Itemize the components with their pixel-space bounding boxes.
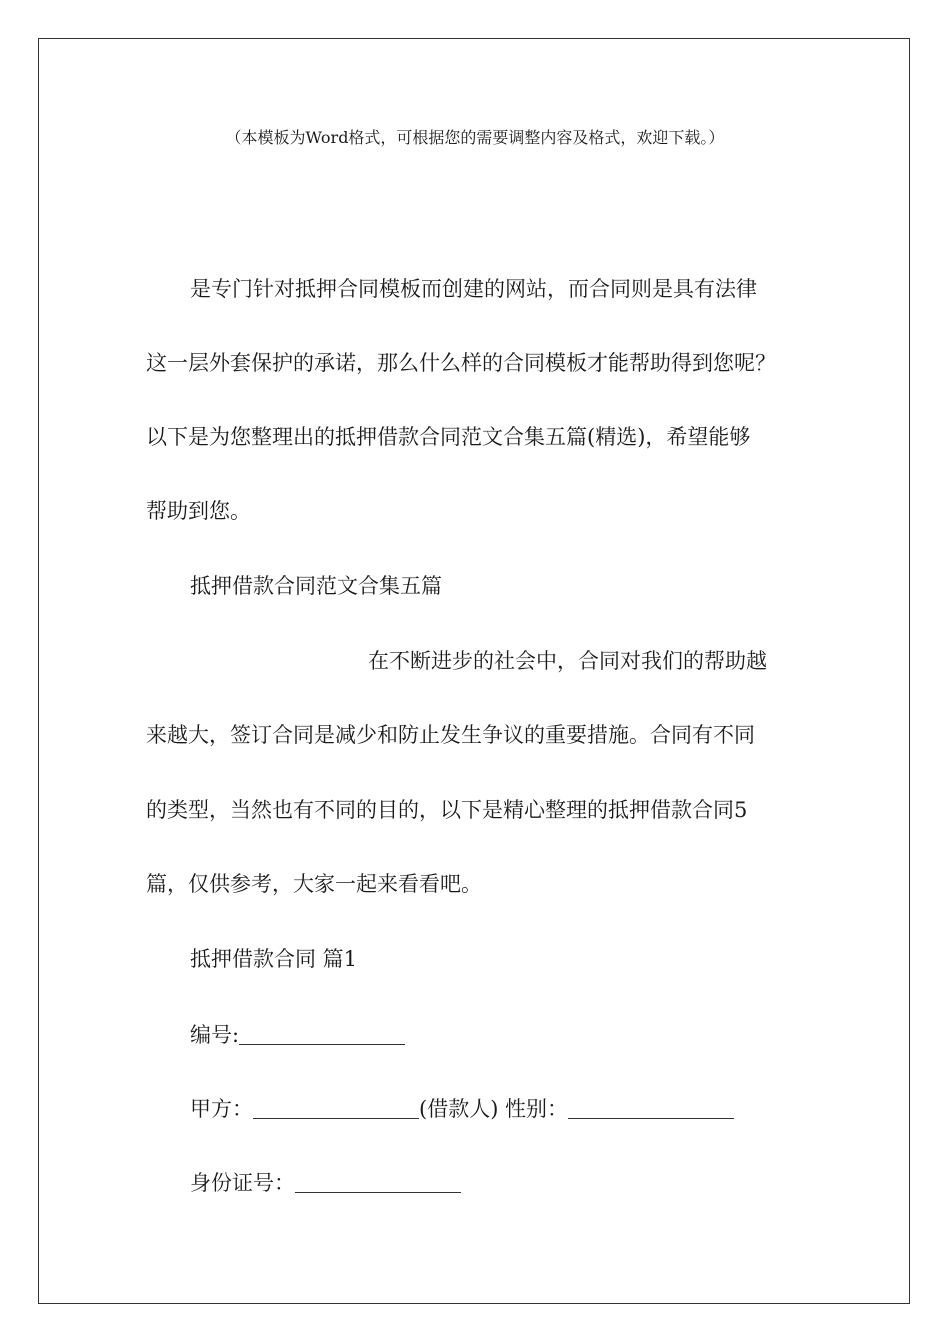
- template-notice: （本模板为Word格式，可根据您的需要调整内容及格式，欢迎下载。）: [225, 128, 725, 147]
- id-number-label: 身份证号：: [190, 1171, 295, 1195]
- party-a-name-blank[interactable]: [253, 1096, 419, 1119]
- intro-line-1: 是专门针对抵押合同模板而创建的网站，而合同则是具有法律: [190, 277, 757, 301]
- contract-number-label: 编号:: [190, 1023, 240, 1047]
- borrower-gender-label: (借款人) 性别：: [419, 1097, 569, 1121]
- preface-line-1: 在不断进步的社会中，合同对我们的帮助越: [368, 649, 767, 673]
- contract-number-blank[interactable]: [239, 1022, 405, 1045]
- party-a-row: [190, 1094, 734, 1124]
- intro-line-3: 以下是为您整理出的抵押借款合同范文合集五篇(精选)，希望能够: [146, 425, 751, 449]
- preface-line-3: 的类型，当然也有不同的目的，以下是精心整理的抵押借款合同5: [146, 798, 748, 822]
- id-number-blank[interactable]: [295, 1170, 461, 1193]
- preface-line-2: 来越大，签订合同是减少和防止发生争议的重要措施。合同有不同: [146, 723, 755, 747]
- gender-blank[interactable]: [568, 1096, 734, 1119]
- contract-number-row: [190, 1020, 405, 1050]
- party-a-label: 甲方：: [190, 1097, 253, 1121]
- collection-title: 抵押借款合同范文合集五篇: [190, 574, 442, 598]
- preface-line-4: 篇，仅供参考，大家一起来看看吧。: [146, 872, 482, 896]
- id-number-row: [190, 1168, 461, 1198]
- section-title: 抵押借款合同 篇1: [190, 947, 358, 971]
- intro-line-4: 帮助到您。: [146, 499, 251, 523]
- intro-line-2: 这一层外套保护的承诺，那么什么样的合同模板才能帮助得到您呢？: [146, 351, 776, 375]
